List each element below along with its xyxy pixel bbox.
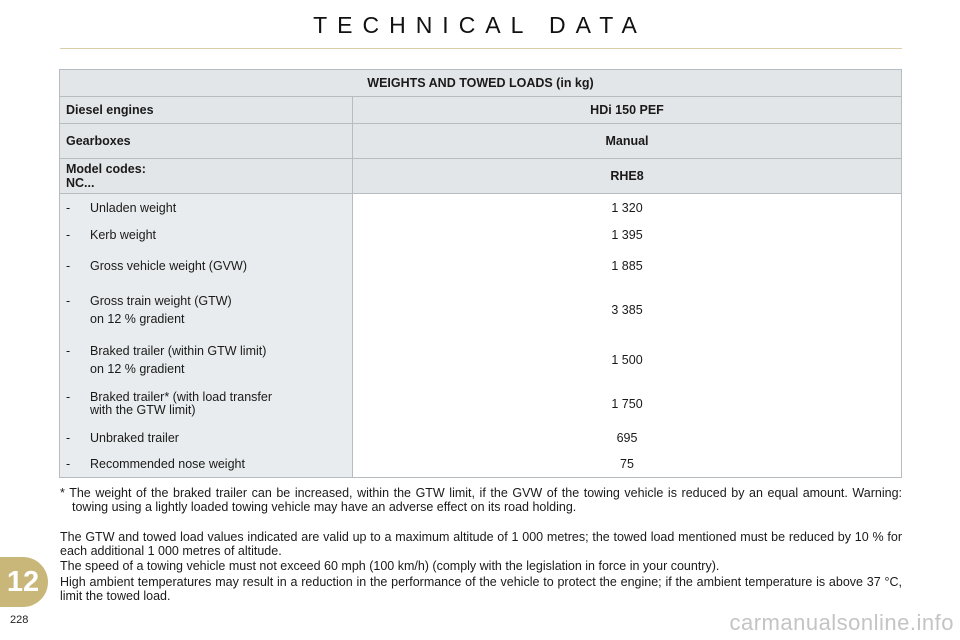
row-label: Gross vehicle weight (GVW)	[90, 259, 247, 273]
table-title: WEIGHTS AND TOWED LOADS (in kg)	[60, 70, 902, 97]
gearbox-value: Manual	[353, 124, 902, 159]
row-label: Braked trailer (within GTW limit)	[90, 343, 267, 358]
row-value: 1 750	[353, 384, 902, 424]
weights-table	[59, 69, 902, 478]
paragraph-altitude: The GTW and towed load values indicated are valid up to a maximum altitude of 1 000 metres; the towed load mentioned must be reduced by 10 % for each additional 1 000 metres of altitude.	[60, 530, 902, 558]
row-dash: -	[66, 430, 71, 445]
row-dash: -	[66, 259, 71, 273]
engine-label: Diesel engines	[60, 97, 353, 124]
watermark: carmanualsonline.info	[729, 610, 954, 635]
row-label: Kerb weight	[90, 228, 157, 242]
row-label: Unbraked trailer	[90, 430, 179, 445]
title-divider	[60, 48, 902, 49]
row-value: 1 885	[353, 249, 902, 284]
model-codes-line2: NC...	[66, 176, 95, 190]
row-dash: -	[66, 228, 71, 242]
row-value: 695	[353, 424, 902, 452]
table-row	[60, 194, 902, 222]
page-title: TECHNICAL DATA	[313, 12, 647, 38]
model-codes-label	[60, 159, 353, 194]
row-value: 1 320	[353, 194, 902, 222]
row-label: Braked trailer* (with load transfer	[90, 389, 273, 404]
chapter-tab	[0, 557, 48, 607]
row-dash: -	[66, 389, 71, 404]
table-row	[60, 452, 902, 478]
table-body	[60, 194, 902, 478]
row-sublabel: on 12 % gradient	[90, 361, 185, 376]
row-label: Gross train weight (GTW)	[90, 293, 232, 308]
table-row	[60, 222, 902, 249]
table-row	[60, 336, 902, 384]
row-dash: -	[66, 293, 71, 308]
row-label: Recommended nose weight	[90, 457, 245, 472]
row-label: Unladen weight	[90, 200, 177, 215]
table-row	[60, 284, 902, 336]
row-sublabel: on 12 % gradient	[90, 311, 185, 326]
row-value: 3 385	[353, 284, 902, 336]
row-value: 75	[353, 452, 902, 478]
row-value: 1 395	[353, 222, 902, 249]
row-value: 1 500	[353, 336, 902, 384]
footnote: * The weight of the braked trailer can be increased, within the GTW limit, if the GVW of the towing vehicle is reduced by an equal amount. Warning: towing using a lightly loaded towing vehicle may have an adverse effect on its road holding.	[60, 486, 902, 514]
table-row	[60, 249, 902, 284]
chapter-number: 12	[6, 566, 40, 598]
engine-value: HDi 150 PEF	[353, 97, 902, 124]
paragraph-temperature: High ambient temperatures may result in a reduction in the performance of the vehicle to protect the engine; if the ambient temperature is above 37 °C, limit the towed load.	[60, 575, 902, 603]
row-dash: -	[66, 457, 71, 472]
table-row	[60, 384, 902, 424]
model-codes-line1: Model codes:	[66, 162, 146, 176]
model-code-value: RHE8	[353, 159, 902, 194]
gearbox-label: Gearboxes	[60, 124, 353, 159]
row-dash: -	[66, 343, 71, 358]
table-row	[60, 424, 902, 452]
row-sublabel: with the GTW limit)	[90, 402, 196, 417]
paragraph-speed: The speed of a towing vehicle must not exceed 60 mph (100 km/h) (comply with the legislation in force in your country).	[60, 559, 720, 573]
page-number: 228	[10, 614, 29, 626]
row-dash: -	[66, 200, 71, 215]
table-header	[60, 70, 902, 194]
